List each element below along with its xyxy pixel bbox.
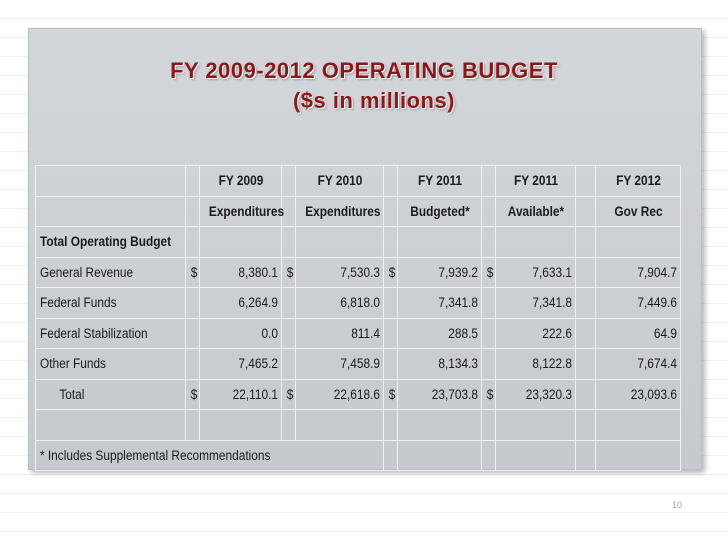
total-value: 22,110.1 xyxy=(209,379,281,410)
header-row-years xyxy=(36,166,681,197)
header-row-types xyxy=(36,196,681,227)
header-blank xyxy=(45,166,177,197)
cell-value: 8,134.3 xyxy=(408,349,482,380)
cell-value: 6,818.0 xyxy=(306,288,383,319)
page-number: 10 xyxy=(672,500,683,510)
cell-value: 7,904.7 xyxy=(606,257,681,288)
header-year: FY 2010 xyxy=(301,166,378,197)
footnote-row xyxy=(36,440,681,471)
cell-value: 288.5 xyxy=(408,318,482,349)
cell-value: 7,939.2 xyxy=(408,257,482,288)
title-line-2: ($s in millions) xyxy=(292,88,456,113)
footnote: * Includes Supplemental Recommendations xyxy=(36,440,342,471)
cell-value: 7,341.8 xyxy=(505,288,575,319)
row-label: General Revenue xyxy=(36,257,168,288)
row-label: Federal Funds xyxy=(36,288,168,319)
total-value: 23,320.3 xyxy=(505,379,575,410)
title-line-1: FY 2009-2012 OPERATING BUDGET xyxy=(170,58,558,83)
budget-table xyxy=(35,165,681,471)
slide-title xyxy=(0,56,728,116)
cell-value: 6,264.9 xyxy=(209,288,281,319)
header-type: Gov Rec xyxy=(601,196,676,227)
table-row xyxy=(36,257,681,288)
table-row xyxy=(36,288,681,319)
cell-value: 64.9 xyxy=(606,318,681,349)
table-row xyxy=(36,349,681,380)
cell-value: 7,458.9 xyxy=(306,349,383,380)
header-year: FY 2012 xyxy=(601,166,676,197)
cell-value: 0.0 xyxy=(209,318,281,349)
table-row xyxy=(36,318,681,349)
cell-value: 811.4 xyxy=(306,318,383,349)
header-year: FY 2011 xyxy=(500,166,570,197)
row-label: Other Funds xyxy=(36,349,168,380)
currency-symbol: $ xyxy=(384,257,396,288)
currency-symbol: $ xyxy=(282,379,294,410)
currency-symbol: $ xyxy=(482,379,494,410)
currency-symbol: $ xyxy=(282,257,294,288)
header-year: FY 2009 xyxy=(204,166,276,197)
currency-symbol: $ xyxy=(384,379,396,410)
total-row xyxy=(36,379,681,410)
cell-value: 7,633.1 xyxy=(505,257,575,288)
header-type: Budgeted* xyxy=(403,196,477,227)
cell-value: 7,530.3 xyxy=(306,257,383,288)
total-value: 23,093.6 xyxy=(606,379,681,410)
header-type: Expenditures xyxy=(204,196,276,227)
cell-value: 222.6 xyxy=(505,318,575,349)
row-label: Federal Stabilization xyxy=(36,318,168,349)
currency-symbol: $ xyxy=(186,257,198,288)
cell-value: 7,341.8 xyxy=(408,288,482,319)
header-type: Available* xyxy=(500,196,570,227)
total-value: 23,703.8 xyxy=(408,379,482,410)
header-type: Expenditures xyxy=(301,196,378,227)
cell-value: 7,674.4 xyxy=(606,349,681,380)
total-label: Total xyxy=(36,379,168,410)
cell-value: 7,449.6 xyxy=(606,288,681,319)
section-row xyxy=(36,227,681,258)
section-label: Total Operating Budget xyxy=(36,227,168,258)
cell-value: 8,122.8 xyxy=(505,349,575,380)
header-year: FY 2011 xyxy=(403,166,477,197)
cell-value: 7,465.2 xyxy=(209,349,281,380)
blank-row xyxy=(36,410,681,441)
cell-value: 8,380.1 xyxy=(209,257,281,288)
currency-symbol: $ xyxy=(186,379,198,410)
total-value: 22,618.6 xyxy=(306,379,383,410)
currency-symbol: $ xyxy=(482,257,494,288)
